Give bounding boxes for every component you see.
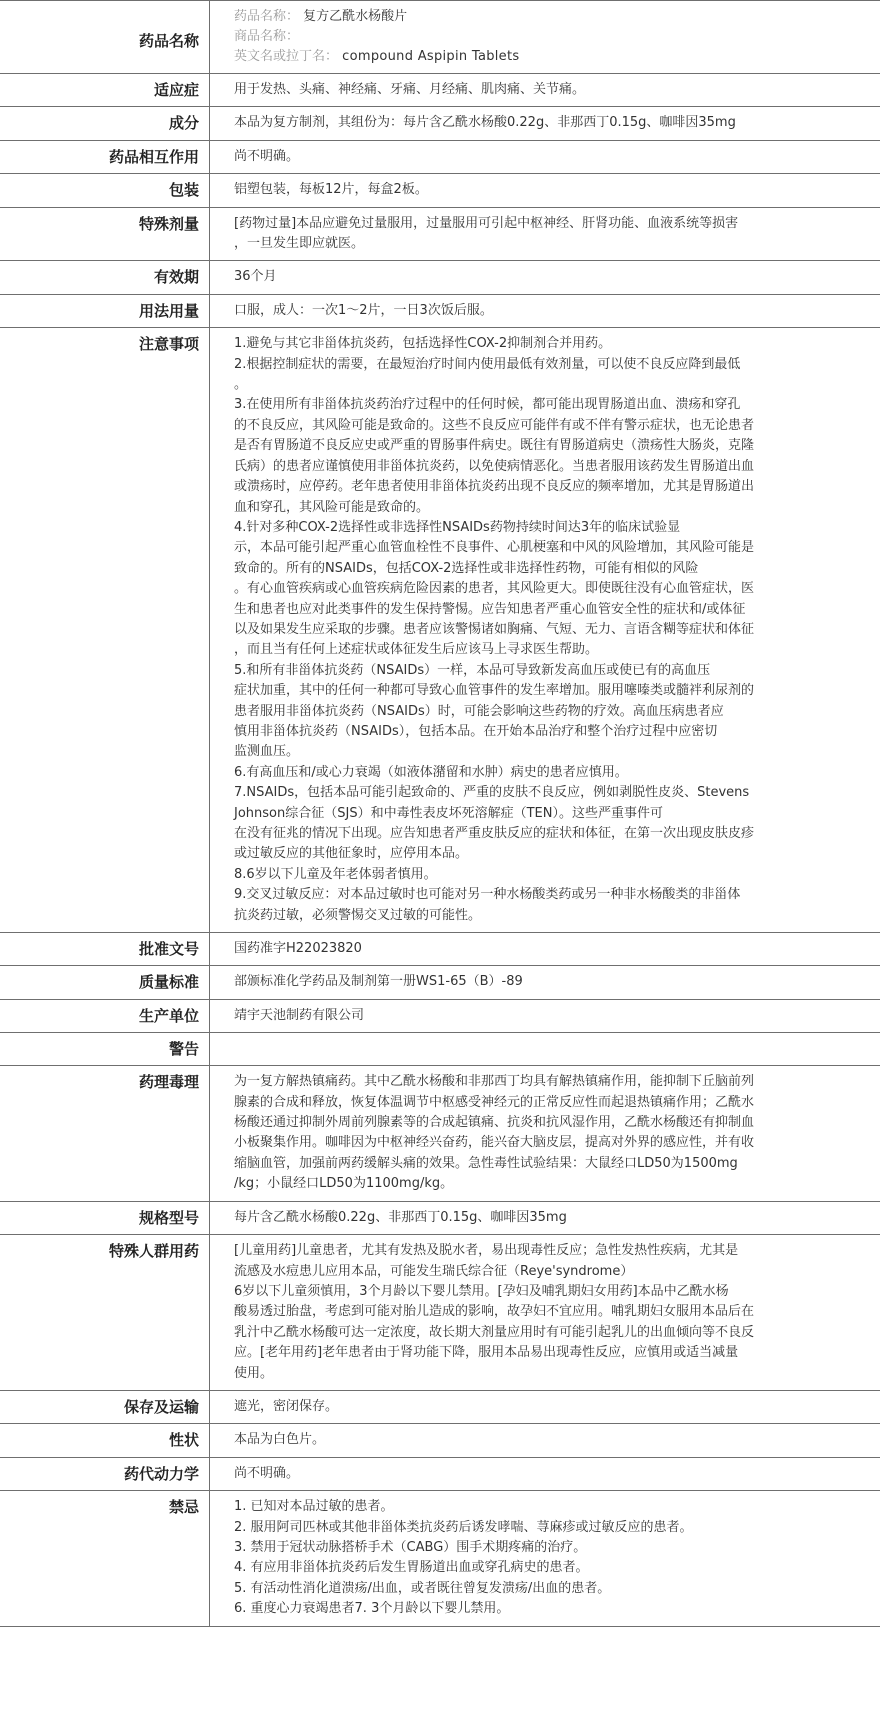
row-quality-standard xyxy=(0,966,880,999)
value-warning xyxy=(210,1033,880,1066)
text-line: 的不良反应，其风险可能是致命的。这些不良反应可能伴有或不伴有警示症状，也无论患者 xyxy=(234,417,755,433)
row-interactions xyxy=(0,140,880,173)
label-text: 特殊人群用药 xyxy=(108,1242,199,1261)
text-line: 4. 有应用非甾体抗炎药后发生胃肠道出血或穿孔病史的患者。 xyxy=(234,1560,589,1576)
row-warning xyxy=(0,1033,880,1066)
text-line: 1.避免与其它非甾体抗炎药，包括选择性COX-2抑制剂合并用药。 xyxy=(234,336,612,352)
text-line: 本品为白色片。 xyxy=(234,1432,326,1448)
text-line: 在没有征兆的情况下出现。应告知患者严重皮肤反应的症状和体征，在第一次出现皮肤皮疹 xyxy=(234,826,755,841)
text-line: 生和患者也应对此类事件的发生保持警惕。应告知患者严重心血管安全性的症状和/或体征 xyxy=(234,601,746,617)
value-validity xyxy=(210,261,880,294)
text-line: 遮光，密闭保存。 xyxy=(234,1398,339,1414)
row-indications xyxy=(0,74,880,107)
text-line: 尚不明确。 xyxy=(234,148,300,164)
value-pharmacology xyxy=(210,1066,880,1201)
name-key: 英文名或拉丁名： xyxy=(234,49,339,64)
name-line-trade xyxy=(234,27,872,47)
row-drug-name xyxy=(0,1,880,74)
text-line: 流感及水痘患儿应用本品，可能发生瑞氏综合征（Reye'syndrome） xyxy=(234,1263,634,1279)
text-line: 使用。 xyxy=(234,1365,274,1381)
label-contraindications xyxy=(0,1491,210,1626)
text-line: 症状加重，其中的任何一种都可导致心血管事件的发生率增加。服用噻嗪类或髓袢利尿剂的 xyxy=(234,683,755,699)
label-text: 注意事项 xyxy=(138,335,199,354)
text-line: 铝塑包装，每板12片，每盒2板。 xyxy=(234,182,428,198)
text-line: 8.6岁以下儿童及年老体弱者慎用。 xyxy=(234,866,437,882)
text-line: 1. 已知对本品过敏的患者。 xyxy=(234,1499,394,1515)
value-drug-name xyxy=(210,1,880,74)
text-line: 6. 重度心力衰竭患者7. 3个月龄以下婴儿禁用。 xyxy=(234,1601,510,1617)
label-indications xyxy=(0,74,210,107)
text-line: 7.NSAIDs，包括本品可能引起致命的、严重的皮肤不良反应，例如剥脱性皮炎、Stevens xyxy=(234,785,750,801)
row-package xyxy=(0,174,880,207)
text-line: 5. 有活动性消化道溃疡/出血，或者既往曾复发溃疡/出血的患者。 xyxy=(234,1580,611,1596)
label-interactions xyxy=(0,140,210,173)
label-text: 警告 xyxy=(168,1040,199,1059)
value-approval xyxy=(210,933,880,966)
row-contraindications xyxy=(0,1491,880,1626)
label-text: 特殊剂量 xyxy=(138,214,199,233)
text-line: 患者服用非甾体抗炎药（NSAIDs）时，可能会影响这些药物的疗效。高血压病患者应 xyxy=(234,703,724,719)
text-line: 小板聚集作用。咖啡因为中枢神经兴奋药，能兴奋大脑皮层，提高对外界的感应性，并有收 xyxy=(234,1135,755,1151)
text-line: 用于发热、头痛、神经痛、牙痛、月经痛、肌肉痛、关节痛。 xyxy=(234,82,586,97)
value-precautions xyxy=(210,328,880,933)
label-character xyxy=(0,1424,210,1457)
row-character xyxy=(0,1424,880,1457)
value-package xyxy=(210,174,880,207)
text-line: 是否有胃肠道不良反应史或严重的胃肠事件病史。既往有胃肠道病史（溃疡性大肠炎，克隆 xyxy=(234,438,755,454)
label-precautions xyxy=(0,328,210,933)
text-line: 或过敏反应的其他征象时，应停用本品。 xyxy=(234,846,469,862)
text-line: 2. 服用阿司匹林或其他非甾体类抗炎药后诱发哮喘、荨麻疹或过敏反应的患者。 xyxy=(234,1519,693,1535)
text-line: 杨酸还通过抑制外周前列腺素等的合成起镇痛、抗炎和抗风湿作用，乙酰水杨酸还有抑制血 xyxy=(234,1115,755,1131)
label-text: 药理毒理 xyxy=(138,1073,199,1092)
name-key: 商品名称： xyxy=(234,29,300,44)
label-special-dosage xyxy=(0,207,210,261)
label-package xyxy=(0,174,210,207)
text-line: [儿童用药]儿童患者，尤其有发热及脱水者，易出现毒性反应；急性发热性疾病，尤其是 xyxy=(234,1243,739,1259)
name-key: 药品名称： xyxy=(234,9,300,24)
text-line: 监测血压。 xyxy=(234,744,300,760)
label-specification xyxy=(0,1201,210,1234)
text-line: 每片含乙酰水杨酸0.22g、非那西丁0.15g、咖啡因35mg xyxy=(234,1209,567,1225)
value-indications xyxy=(210,74,880,107)
label-text: 成分 xyxy=(168,114,199,133)
value-specification xyxy=(210,1201,880,1234)
text-line: 腺素的合成和释放，恢复体温调节中枢感受神经元的正常反应性而起退热镇痛作用；乙酰水 xyxy=(234,1094,755,1110)
row-manufacturer xyxy=(0,999,880,1032)
name-value: compound Aspipin Tablets xyxy=(342,49,520,64)
value-special-dosage xyxy=(210,207,880,261)
row-pharmacokinetics xyxy=(0,1457,880,1490)
text-line: 36个月 xyxy=(234,269,277,285)
value-composition xyxy=(210,107,880,140)
label-storage xyxy=(0,1390,210,1423)
text-line: ，一旦发生即应就医。 xyxy=(234,236,365,252)
text-line: 4.针对多种COX-2选择性或非选择性NSAIDs药物持续时间达3年的临床试验显 xyxy=(234,519,681,535)
text-line: 。有心血管疾病或心血管疾病危险因素的患者，其风险更大。即使既往没有心血管症状，医 xyxy=(234,581,755,597)
label-text: 禁忌 xyxy=(168,1498,199,1517)
text-line: 以及如果发生应采取的步骤。患者应该警惕诸如胸痛、气短、无力、言语含糊等症状和体征 xyxy=(234,621,755,637)
label-special-population xyxy=(0,1235,210,1391)
label-text: 适应症 xyxy=(153,81,199,99)
row-approval xyxy=(0,933,880,966)
label-text: 药品名称 xyxy=(138,32,199,50)
text-line: 氏病）的患者应谨慎使用非甾体抗炎药，以免使病情恶化。当患者服用该药发生胃肠道出血 xyxy=(234,458,755,474)
label-quality-standard xyxy=(0,966,210,999)
name-value: 复方乙酰水杨酸片 xyxy=(303,9,408,24)
label-text: 用法用量 xyxy=(138,301,199,320)
row-usage xyxy=(0,294,880,327)
label-approval xyxy=(0,933,210,966)
text-line: 国药准字H22023820 xyxy=(234,941,362,957)
value-contraindications xyxy=(210,1491,880,1626)
text-line: 抗炎药过敏，必须警惕交叉过敏的可能性。 xyxy=(234,907,482,923)
label-text: 药品相互作用 xyxy=(108,147,199,166)
text-line: 酸易透过胎盘，考虑到可能对胎儿造成的影响，故孕妇不宜应用。哺乳期妇女服用本品后在 xyxy=(234,1304,755,1320)
label-text: 性状 xyxy=(168,1431,199,1450)
label-manufacturer xyxy=(0,999,210,1032)
label-text: 质量标准 xyxy=(138,973,199,992)
row-special-population xyxy=(0,1235,880,1391)
label-text: 包装 xyxy=(168,181,199,200)
row-composition xyxy=(0,107,880,140)
text-line: [药物过量]本品应避免过量服用，过量服用可引起中枢神经、肝肾功能、血液系统等损害 xyxy=(234,215,739,231)
label-usage xyxy=(0,294,210,327)
value-storage xyxy=(210,1390,880,1423)
text-line: 本品为复方制剂，其组份为：每片含乙酰水杨酸0.22g、非那西丁0.15g、咖啡因35mg xyxy=(234,115,736,131)
label-text: 保存及运输 xyxy=(123,1397,199,1416)
text-line: ，而且当有任何上述症状或体征发生后应该马上寻求医生帮助。 xyxy=(234,642,599,658)
text-line: 或溃疡时，应停药。老年患者使用非甾体抗炎药出现不良反应的频率增加，尤其是胃肠道出 xyxy=(234,479,755,495)
value-special-population xyxy=(210,1235,880,1391)
drug-info-rows xyxy=(0,1,880,1627)
value-pharmacokinetics xyxy=(210,1457,880,1490)
row-validity xyxy=(0,261,880,294)
row-pharmacology xyxy=(0,1066,880,1201)
label-composition xyxy=(0,107,210,140)
label-text: 生产单位 xyxy=(138,1006,199,1025)
text-line: 3.在使用所有非甾体抗炎药治疗过程中的任何时候，都可能出现胃肠道出血、溃疡和穿孔 xyxy=(234,397,741,413)
text-line: 尚不明确。 xyxy=(234,1465,300,1481)
row-precautions xyxy=(0,328,880,933)
label-text: 有效期 xyxy=(153,268,199,287)
value-character xyxy=(210,1424,880,1457)
text-line: 乳汁中乙酰水杨酸可达一定浓度，故长期大剂量应用时有可能引起乳儿的出血倾向等不良反 xyxy=(234,1324,755,1340)
name-line-english xyxy=(234,47,872,67)
text-line: 口服，成人：一次1～2片，一日3次饭后服。 xyxy=(234,302,493,318)
text-line: 6岁以下儿童须慎用，3个月龄以下婴儿禁用。[孕妇及哺乳期妇女用药]本品中乙酰水杨 xyxy=(234,1283,729,1299)
label-text: 药代动力学 xyxy=(123,1464,199,1483)
label-text: 规格型号 xyxy=(138,1208,199,1227)
text-line: 。 xyxy=(234,377,248,393)
text-line: /kg；小鼠经口LD50为1100mg/kg。 xyxy=(234,1176,454,1192)
text-line: 慎用非甾体抗炎药（NSAIDs），包括本品。在开始本品治疗和整个治疗过程中应密切 xyxy=(234,723,718,739)
text-line: 缩脑血管，加强前两药缓解头痛的效果。急性毒性试验结果：大鼠经口LD50为1500mg xyxy=(234,1155,738,1171)
text-line: 致命的。所有的NSAIDs，包括COX-2选择性或非选择性药物，可能有相似的风险 xyxy=(234,560,699,576)
text-line: 部颁标准化学药品及制剂第一册WS1-65（B）-89 xyxy=(234,974,523,990)
value-usage xyxy=(210,294,880,327)
text-line: 靖宇天池制药有限公司 xyxy=(234,1007,365,1023)
row-special-dosage xyxy=(0,207,880,261)
row-specification xyxy=(0,1201,880,1234)
label-validity xyxy=(0,261,210,294)
value-manufacturer xyxy=(210,999,880,1032)
label-drug-name xyxy=(0,1,210,74)
text-line: 应。[老年用药]老年患者由于肾功能下降，服用本品易出现毒性反应，应慎用或适当减量 xyxy=(234,1345,739,1361)
label-pharmacokinetics xyxy=(0,1457,210,1490)
text-line: 3. 禁用于冠状动脉搭桥手术（CABG）围手术期疼痛的治疗。 xyxy=(234,1539,587,1555)
text-line: 示，本品可能引起严重心血管血栓性不良事件、心肌梗塞和中风的风险增加，其风险可能是 xyxy=(234,540,755,556)
text-line: 2.根据控制症状的需要，在最短治疗时间内使用最低有效剂量，可以使不良反应降到最低 xyxy=(234,356,741,372)
text-line: 6.有高血压和/或心力衰竭（如液体潴留和水肿）病史的患者应慎用。 xyxy=(234,764,628,780)
label-pharmacology xyxy=(0,1066,210,1201)
text-line: 9.交叉过敏反应：对本品过敏时也可能对另一种水杨酸类药或另一种非水杨酸类的非甾体 xyxy=(234,887,741,903)
row-storage xyxy=(0,1390,880,1423)
label-warning xyxy=(0,1033,210,1066)
value-interactions xyxy=(210,140,880,173)
text-line: 5.和所有非甾体抗炎药（NSAIDs）一样，本品可导致新发高血压或使已有的高血压 xyxy=(234,662,711,678)
text-line: 为一复方解热镇痛药。其中乙酰水杨酸和非那西丁均具有解热镇痛作用，能抑制下丘脑前列 xyxy=(234,1074,755,1090)
text-line: Johnson综合征（SJS）和中毒性表皮坏死溶解症（TEN）。这些严重事件可 xyxy=(234,805,663,821)
text-line: 血和穿孔，其风险可能是致命的。 xyxy=(234,499,430,515)
name-line-generic xyxy=(234,7,872,27)
value-quality-standard xyxy=(210,966,880,999)
label-text: 批准文号 xyxy=(138,940,199,959)
